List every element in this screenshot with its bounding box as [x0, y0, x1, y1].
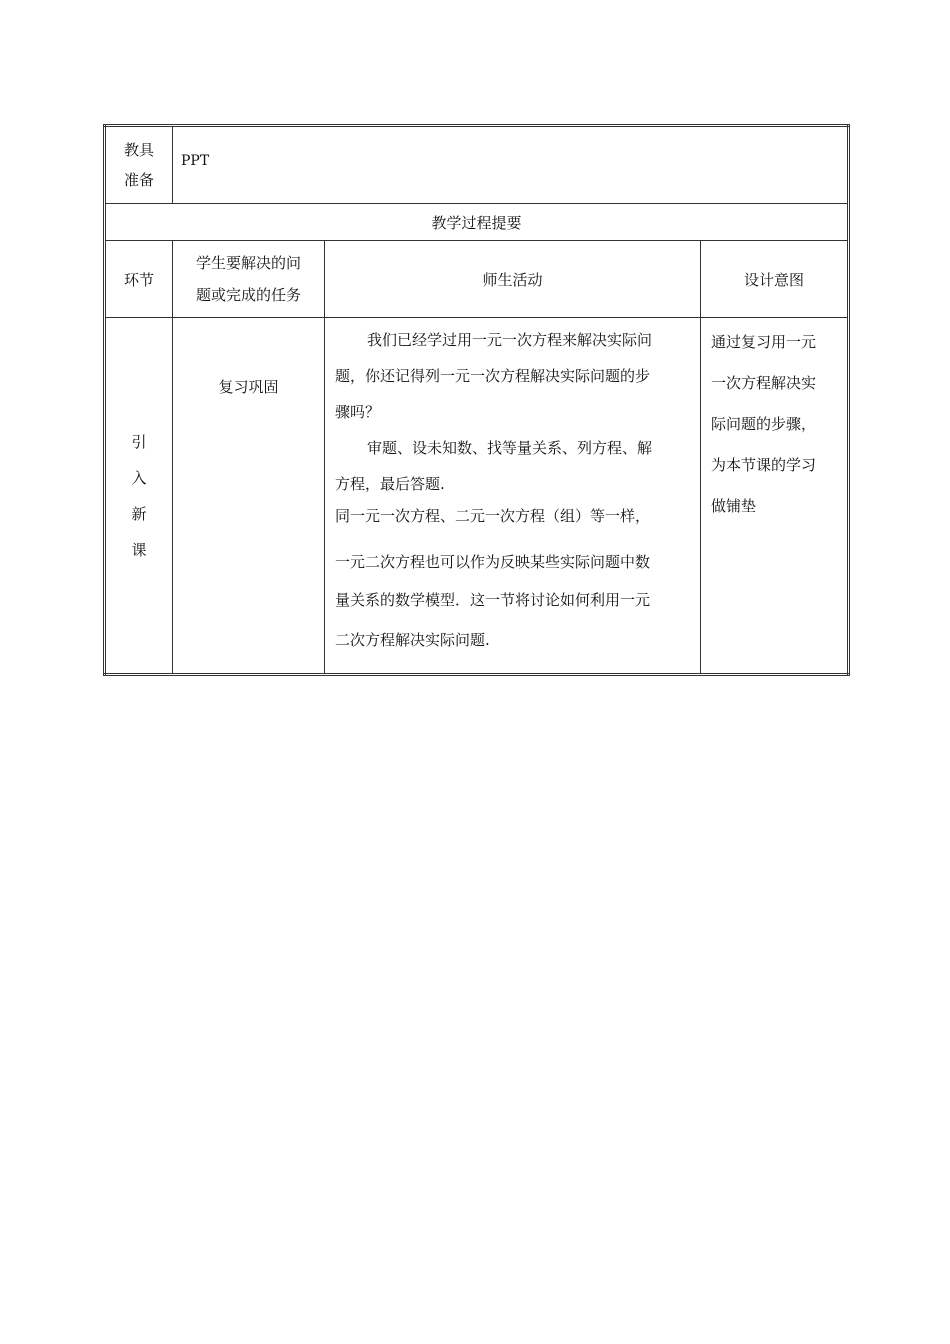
stage-char-4: 课: [131, 540, 147, 559]
intent-line-2: 一次方程解决实: [711, 374, 817, 392]
activity-line-7: 一元二次方程也可以作为反映某些实际问题中数: [335, 553, 651, 571]
intent-line-1: 通过复习用一元: [711, 333, 817, 351]
prep-value: [173, 126, 849, 204]
prep-label: [105, 126, 173, 204]
intro-row: [105, 318, 849, 675]
section-title: 教学过程提要: [105, 204, 849, 241]
header-intent: 设计意图: [701, 241, 849, 318]
header-task-line1: 学生要解决的问: [195, 254, 301, 272]
activity-line-9: 二次方程解决实际问题.: [335, 631, 490, 649]
activity-line-2: 题，你还记得列一元一次方程解决实际问题的步: [335, 367, 651, 385]
stage-intro: [105, 318, 173, 675]
header-row: [105, 241, 849, 318]
header-task-line2: 题或完成的任务: [195, 286, 301, 304]
prep-row: [105, 126, 849, 204]
activity-line-1: 我们已经学过用一元一次方程来解决实际问: [367, 331, 653, 349]
activity-cell: [325, 318, 701, 675]
stage-char-2: 入: [131, 468, 147, 487]
prep-value-text: PPT: [181, 153, 210, 169]
task-review: 复习巩固: [173, 318, 325, 675]
intent-cell: [701, 318, 849, 675]
activity-line-5: 方程，最后答题.: [335, 475, 445, 493]
activity-line-8: 量关系的数学模型．这一节将讨论如何利用一元: [335, 591, 651, 609]
intent-line-5: 做铺垫: [711, 497, 757, 515]
prep-label-line1: 教具: [123, 141, 154, 159]
intent-line-4: 为本节课的学习: [711, 456, 817, 474]
stage-char-1: 引: [131, 432, 147, 451]
activity-line-4: 审题、设未知数、找等量关系、列方程、解: [367, 439, 653, 457]
stage-char-3: 新: [131, 504, 147, 523]
header-activity: 师生活动: [325, 241, 701, 318]
prep-label-line2: 准备: [123, 171, 154, 189]
activity-line-3: 骤吗？: [335, 403, 381, 421]
activity-line-6: 同一元一次方程、二元一次方程（组）等一样，: [335, 507, 651, 525]
intent-line-3: 际问题的步骤，: [711, 415, 817, 433]
section-title-row: [105, 204, 849, 241]
header-task: [173, 241, 325, 318]
lesson-plan-table: [103, 124, 850, 676]
header-stage: 环节: [105, 241, 173, 318]
